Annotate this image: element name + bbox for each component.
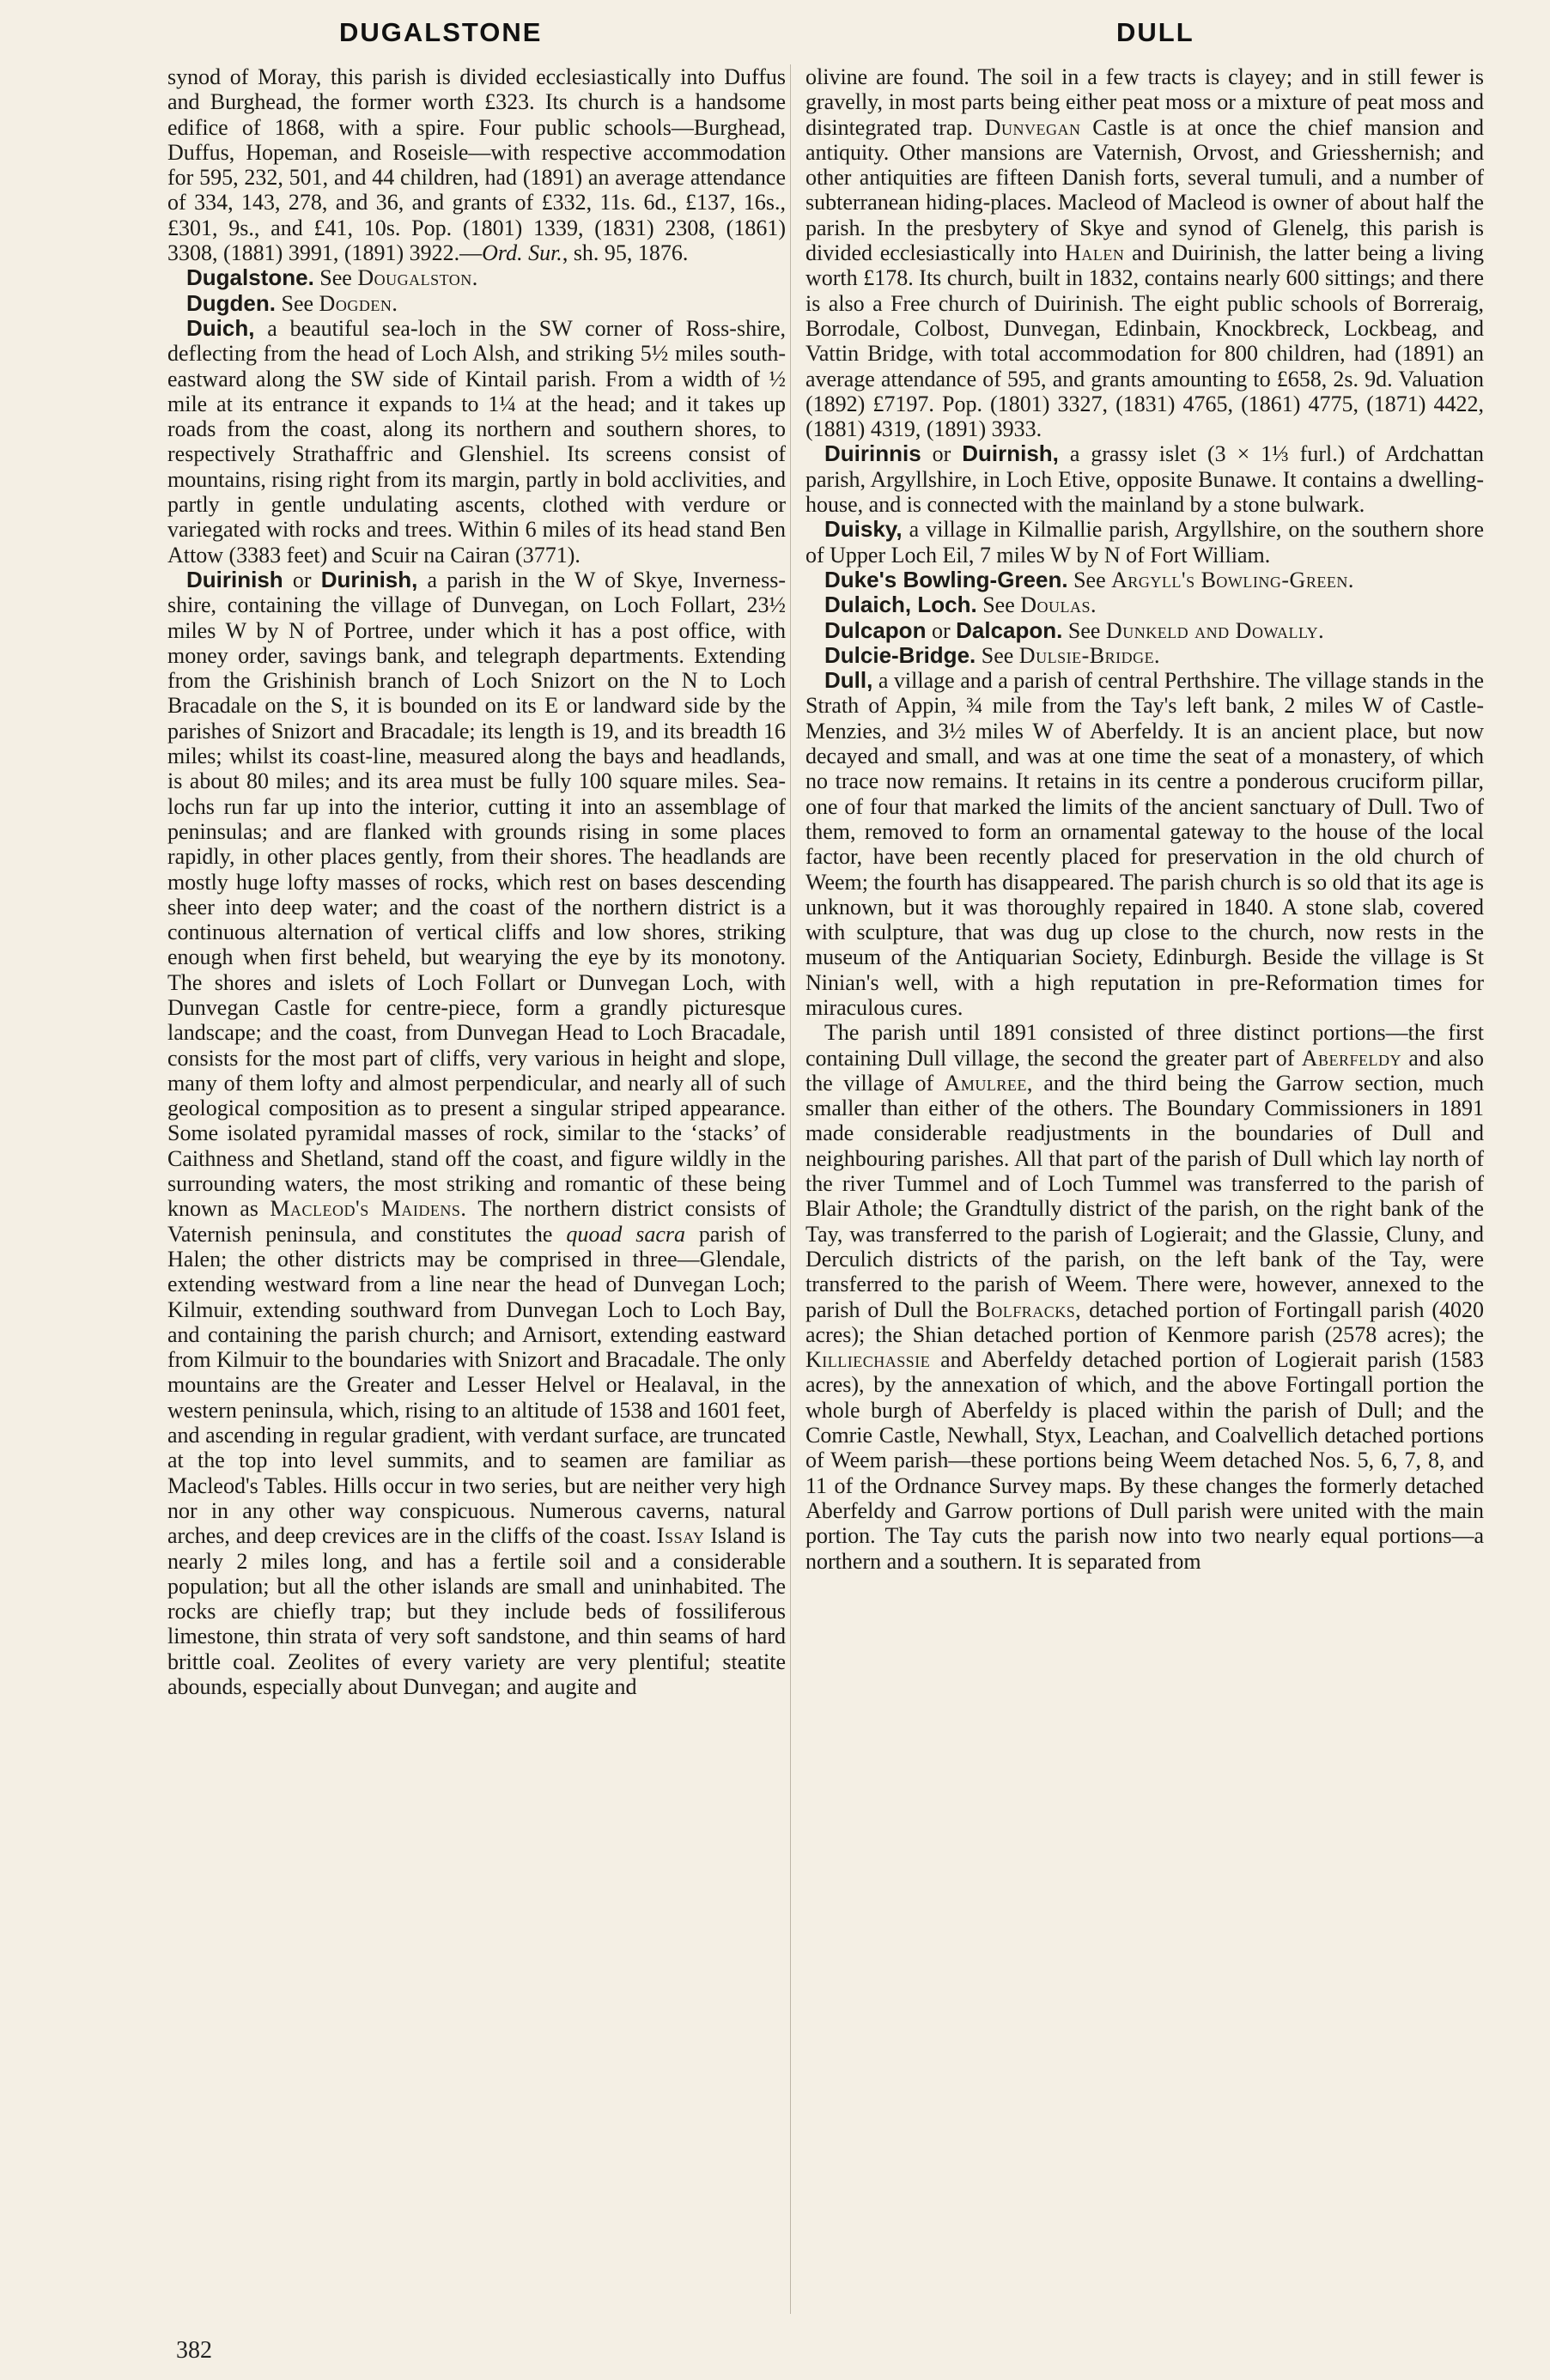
right-column bbox=[805, 64, 1484, 1574]
cross-reference: Argyll's Bowling-Green. bbox=[1111, 567, 1354, 592]
headword: Dugalstone. bbox=[186, 264, 314, 291]
page-number: 382 bbox=[176, 2337, 212, 2364]
headword: Duisky, bbox=[824, 516, 903, 543]
entry-dulcapon bbox=[805, 618, 1484, 643]
cross-reference: Bolfracks, bbox=[976, 1296, 1082, 1322]
headword: Duirinish bbox=[186, 566, 283, 592]
duirinish-continued bbox=[805, 64, 1484, 441]
entry-text: See bbox=[313, 265, 358, 291]
headword: Duirinnis bbox=[824, 440, 921, 467]
entry-text: or bbox=[926, 617, 957, 643]
entry-dulaich bbox=[805, 592, 1484, 617]
headword: Duke's Bowling-Green. bbox=[824, 566, 1068, 592]
headword: Dulcie-Bridge. bbox=[824, 641, 976, 668]
dull-parish-paragraph bbox=[805, 1020, 1484, 1574]
entry-text: The northern district consists of Vaternish peninsula, and constitutes the bbox=[167, 1196, 787, 1247]
entry-text: Island is nearly 2 miles long, and has a fertile soil and a considerable population; but all the other islands are small and uninhabited. The rocks are chiefly trap; but they include beds of fossiliferous limestone, thin strata of very soft sandstone, and thin seams of hard brittle coal. Zeolites of every variety are very plentiful; steatite abounds, especially about Dunvegan; and augite and bbox=[167, 1523, 786, 1699]
entry-text: or bbox=[283, 567, 321, 592]
entry-duich bbox=[167, 316, 786, 568]
entry-duisky bbox=[805, 517, 1484, 568]
entry-text: and the third being the Garrow section, much smaller than either of the others. The Boundary Commissioners in 1891 made considerable readjustments in the boundaries of Dull and neighbouring parishes. All that part of the parish of Dull which lay north of the river Tummel and of Loch Tummel was transferred to the parish of Blair Athole; the Grandtully district of the parish, on the right bank of the Tay, was transferred to the parish of Logierait; and the Glassie, Cluny, and Derculich districts of the parish, on the left bank of the Tay, were transferred to the parish of Weem. There were, however, annexed to the parish of Dull the bbox=[805, 1070, 1484, 1322]
running-header bbox=[0, 17, 1550, 60]
cross-reference: Killiechassie bbox=[805, 1347, 931, 1373]
moray-text-end: , sh. 95, 1876. bbox=[562, 240, 689, 266]
entry-text: See bbox=[976, 592, 1021, 618]
cross-reference: Macleod's Maidens. bbox=[270, 1196, 467, 1222]
header-right-word: DULL bbox=[1116, 17, 1194, 47]
cross-reference: Amulree, bbox=[944, 1070, 1033, 1096]
cross-reference: Dunvegan bbox=[984, 114, 1081, 140]
headword-alt: Durinish, bbox=[320, 566, 418, 592]
header-left-word: DUGALSTONE bbox=[339, 17, 543, 47]
entry-text: a village in Kilmallie parish, Argyllshire, on the southern shore of Upper Loch Eil, 7 miles W by N of Fort William. bbox=[805, 517, 1484, 568]
entry-text: and Aberfeldy detached portion of Logierait parish (1583 acres), by the annexation of which, and the above Fortingall portion the whole burgh of Aberfeldy is placed within the parish of Dull; and the Comrie Castle, Newhall, Styx, Leachan, and Coalvellich detached portions of Weem parish—these portions being Weem detached Nos. 5, 6, 7, 8, and 11 of the Ordnance Survey maps. By these changes the formerly detached Aberfeldy and Garrow portions of Dull parish were united with the main portion. The Tay cuts the parish now into two nearly equal portions—a northern and a southern. It is separated from bbox=[805, 1347, 1484, 1574]
entry-text: See bbox=[1062, 617, 1106, 643]
entry-text: and also the village of bbox=[805, 1045, 1484, 1096]
headword: Dulaich, Loch. bbox=[824, 592, 977, 618]
cross-reference: Dougalston. bbox=[357, 265, 478, 291]
entry-text: detached portion of Fortingall parish (4020 acres); the Shian detached portion of Kenmore parish (2578 acres); the bbox=[805, 1296, 1484, 1347]
moray-paragraph bbox=[167, 64, 786, 265]
cross-reference: Halen bbox=[1065, 240, 1125, 266]
left-column bbox=[167, 64, 786, 1699]
ord-sur-ref: Ord. Sur. bbox=[482, 240, 562, 266]
italic-term: quoad sacra bbox=[566, 1221, 686, 1247]
entry-dugalstone bbox=[167, 265, 786, 290]
entry-text: Castle is at once the chief mansion and antiquity. Other mansions are Vaternish, Orvost, and Griesshernish; and other antiquities are fifteen Danish forts, several tumuli, and a number of subterranean hiding-places. Macleod of Macleod is owner of about half the parish. In the presbytery of Skye and synod of Glenelg, this parish is divided ecclesiastically into bbox=[805, 114, 1485, 266]
cross-reference: Doulas. bbox=[1020, 592, 1097, 618]
entry-text: a grassy islet (3 × 1⅓ furl.) of Ardchattan parish, Argyllshire, in Loch Etive, opposite Bunawe. It contains a dwelling-house, and is connected with the mainland by a stone bulwark. bbox=[805, 441, 1484, 518]
entry-text: See bbox=[976, 642, 1019, 668]
entry-text: The parish until 1891 consisted of three distinct portions—the first containing Dull village, the second the greater part of bbox=[805, 1020, 1484, 1071]
cross-reference: Dunkeld and Dowally. bbox=[1105, 617, 1325, 643]
entry-text: and Duirinish, the latter being a living worth £178. Its church, built in 1832, contains nearly 600 sittings; and there is also a Free church of Duirinish. The eight public schools of Borreraig, Borrodale, Colbost, Dunvegan, Edinbain, Knockbreck, Lockbeag, and Vattin Bridge, with total accommodation for 800 children, had (1891) an average attendance of 595, and grants amounting to £658, 2s. 9d. Valuation (1892) £7197. Pop. (1801) 3327, (1831) 4765, (1861) 4775, (1871) 4422, (1881) 4319, (1891) 3933. bbox=[805, 240, 1485, 442]
entry-dugden bbox=[167, 291, 786, 316]
entry-text: parish of Halen; the other districts may be comprised in three—Glendale, extending westward from a line near the head of Dunvegan Loch; Kilmuir, extending southward from Dunvegan Loch to Loch Bay, and containing the parish church; and Arnisort, extending eastward from Kilmuir to the boundaries with Snizort and Bracadale. The only mountains are the Greater and Lesser Helvel or Healaval, in the western peninsula, which, rising to an altitude of 1538 and 1601 feet, and ascending in regular gradient, with verdant surface, are truncated at the top into level summits, and to seamen are familiar as Macleod's Tables. Hills occur in two series, but are neither very high nor in any other way conspicuous. Numerous caverns, natural arches, and deep crevices are in the cliffs of the coast. bbox=[167, 1221, 787, 1549]
cross-reference: Dogden. bbox=[319, 290, 398, 316]
entry-text: a beautiful sea-loch in the SW corner of Ross-shire, deflecting from the head of Loch Alsh, and striking 5½ miles south-eastward along the SW side of Kintail parish. From a width of ½ mile at its entrance it expands to 1¼ at the head; and it takes up roads from the coast, along its northern and southern shores, to respectively Strathaffric and Glenshiel. Its screens consist of mountains, rising right from its margin, partly in bold acclivities, and partly in gentle undulating ascents, clothed with verdure or variegated with rocks and trees. Within 6 miles of its head stand Ben Attow (3383 feet) and Scuir na Cairan (3771). bbox=[167, 315, 786, 568]
entry-duirinnis bbox=[805, 441, 1484, 517]
cross-reference: Issay bbox=[656, 1523, 705, 1549]
headword-alt: Dalcapon. bbox=[956, 616, 1063, 643]
column-divider bbox=[790, 64, 791, 2314]
entry-text: a parish in the W of Skye, Inverness-shire, containing the village of Dunvegan, on Loch Follart, 23½ miles W by N of Portree, under which it has a post office, with money order, savings bank, and telegraph departments. Extending from the Grishinish branch of Loch Snizort on the N to Loch Bracadale on the S, it is bounded on its E or landward side by the parishes of Snizort and Bracadale; its length is 19, and its breadth 16 miles; whilst its coast-line, measured along the bays and headlands, is about 80 miles; and its area must be fully 100 square miles. Sea-lochs run far up into the interior, cutting it into an assemblage of peninsulas; and are flanked with grounds rising in some places rapidly, in other places gently, from their shores. The headlands are mostly huge lofty masses of rocks, which rest on bases descending sheer into deep water; and the coast of the northern district is a continuous alternation of vertical cliffs and low shores, striking enough when first beheld, but wearying the eye by its monotony. The shores and islets of Loch Follart or Dunvegan Loch, with Dunvegan Castle for centre-piece, form a grandly picturesque landscape; and the coast, from Dunvegan Head to Loch Bracadale, consists for the most part of cliffs, very various in height and slope, many of them lofty and almost perpendicular, and nearly all of such geological composition as to present a singular striped appearance. Some isolated pyramidal masses of rock, similar to the ‘stacks’ of Caithness and Shetland, stand off the coast, and figure wildly in the surrounding waters, the most striking and romantic of these being known as bbox=[167, 567, 786, 1222]
headword-alt: Duirnish, bbox=[962, 440, 1059, 467]
entry-dull bbox=[805, 668, 1484, 1020]
entry-dukes-bowling-green bbox=[805, 568, 1484, 592]
headword: Dulcapon bbox=[824, 616, 927, 643]
entry-duirinish bbox=[167, 568, 786, 1699]
cross-reference: Aberfeldy bbox=[1301, 1045, 1402, 1071]
cross-reference: Dulsie-Bridge. bbox=[1018, 642, 1161, 668]
entry-text: olivine are found. The soil in a few tracts is clayey; and in still fewer is gravelly, in most parts being either peat moss or a mixture of peat moss and disintegrated trap. bbox=[805, 64, 1484, 140]
entry-text: or bbox=[921, 441, 963, 467]
headword: Dugden. bbox=[186, 289, 276, 316]
moray-text: synod of Moray, this parish is divided ecclesiastically into Duffus and Burghead, the former worth £323. Its church is a handsome edifice of 1868, with a spire. Four public schools—Burghead, Duffus, Hopeman, and Roseisle—with respective accommodation for 595, 232, 501, and 44 children, had (1891) an average attendance of 334, 143, 278, and 36, and grants of £332, 11s. 6d., £137, 16s., £301, 9s., and £41, 10s. Pop. (1801) 1339, (1831) 2308, (1861) 3308, (1881) 3991, (1891) 3922.— bbox=[167, 64, 786, 266]
entry-text: a village and a parish of central Perthshire. The village stands in the Strath of Appin, ¾ mile from the Tay's left bank, 2 miles W of Castle-Menzies, and 3½ miles W of Aberfeldy. It is an ancient place, but now decayed and small, and was at one time the seat of a monastery, of which no trace now remains. It retains in its centre a ponderous cruciform pillar, one of four that marked the limits of the ancient sanctuary of Dull. Two of them, removed to form an ornamental gateway to the house of the local factor, have been recently placed for preservation in the old church of Weem; the fourth has disappeared. The parish church is so old that its age is unknown, but it was thoroughly repaired in 1840. A stone slab, covered with sculpture, that was dug up close to the church, now rests in the museum of the Antiquarian Society, Edinburgh. Beside the village is St Ninian's well, with a high reputation in pre-Reformation times for miraculous cures. bbox=[805, 668, 1484, 1020]
entry-text: See bbox=[276, 290, 319, 316]
headword: Duich, bbox=[186, 314, 255, 341]
headword: Dull, bbox=[824, 667, 873, 694]
entry-text: See bbox=[1067, 567, 1112, 592]
entry-dulcie-bridge bbox=[805, 643, 1484, 668]
